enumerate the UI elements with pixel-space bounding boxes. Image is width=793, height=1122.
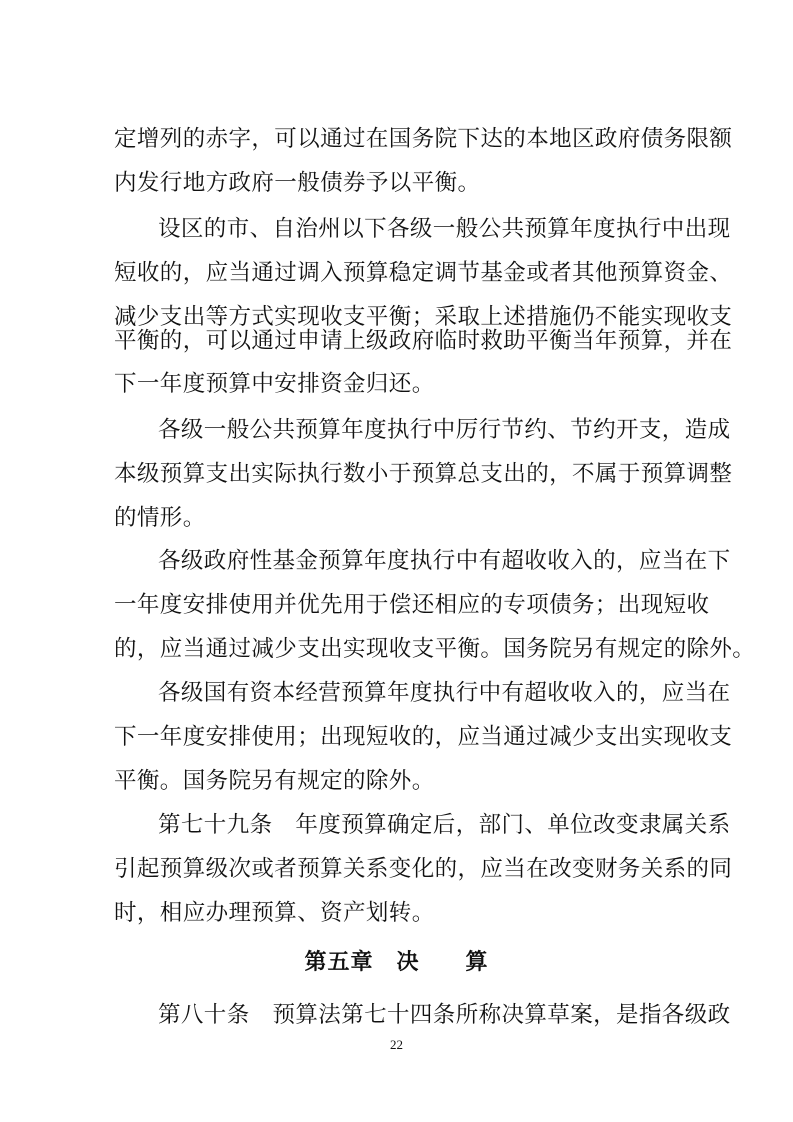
body-line: 短收的，应当通过调入预算稳定调节基金或者其他预算资金、 bbox=[114, 260, 733, 286]
body-line: 的，应当通过减少支出实现收支平衡。国务院另有规定的除外。 bbox=[114, 636, 756, 662]
article-79: 第七十九条 年度预算确定后，部门、单位改变隶属关系 bbox=[158, 812, 731, 838]
body-line: 平衡的，可以通过申请上级政府临时救助平衡当年预算，并在 bbox=[114, 328, 733, 354]
paragraph-start: 各级一般公共预算年度执行中厉行节约、节约开支，造成 bbox=[158, 417, 731, 443]
body-line: 定增列的赤字，可以通过在国务院下达的本地区政府债务限额 bbox=[114, 126, 733, 152]
body-line: 平衡。国务院另有规定的除外。 bbox=[114, 768, 435, 794]
paragraph-start: 各级国有资本经营预算年度执行中有超收收入的，应当在 bbox=[158, 680, 731, 706]
body-line: 下一年度预算中安排资金归还。 bbox=[114, 371, 435, 397]
body-line: 一年度安排使用并优先用于偿还相应的专项债务；出现短收 bbox=[114, 592, 710, 618]
body-line: 本级预算支出实际执行数小于预算总支出的，不属于预算调整 bbox=[114, 461, 733, 487]
body-line: 时，相应办理预算、资产划转。 bbox=[114, 900, 435, 926]
paragraph-start: 设区的市、自治州以下各级一般公共预算年度执行中出现 bbox=[158, 216, 731, 242]
body-line: 下一年度安排使用；出现短收的，应当通过减少支出实现收支 bbox=[114, 724, 733, 750]
chapter-heading: 第五章 决 算 bbox=[304, 950, 489, 975]
paragraph-start: 各级政府性基金预算年度执行中有超收收入的，应当在下 bbox=[158, 548, 731, 574]
page-number: 22 bbox=[390, 1037, 403, 1052]
body-line: 内发行地方政府一般债券予以平衡。 bbox=[114, 170, 481, 196]
article-80: 第八十条 预算法第七十四条所称决算草案，是指各级政 bbox=[158, 1002, 731, 1028]
body-line: 引起预算级次或者预算关系变化的，应当在改变财务关系的同 bbox=[114, 856, 733, 882]
body-line: 的情形。 bbox=[114, 505, 206, 531]
body-line: 减少支出等方式实现收支平衡；采取上述措施仍不能实现收支 bbox=[114, 304, 733, 330]
